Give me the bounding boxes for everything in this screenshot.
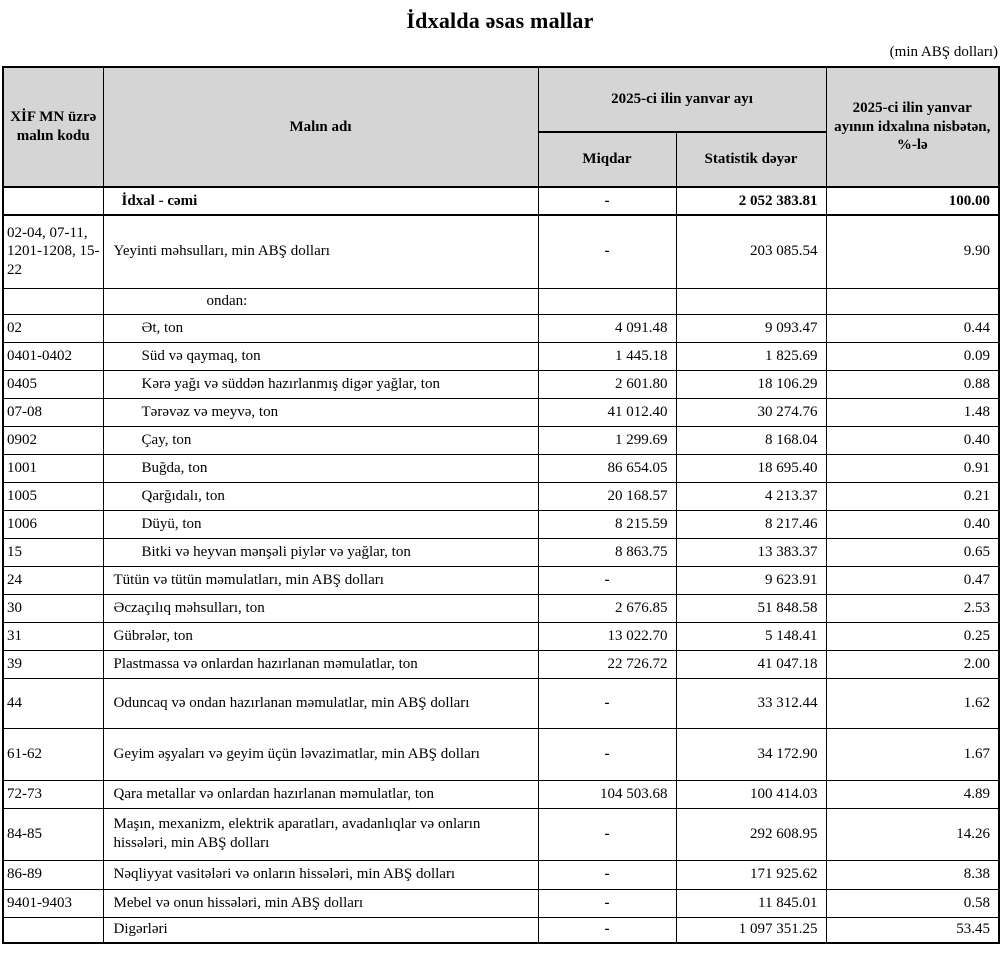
cell-name: Kərə yağı və süddən hazırlanmış digər yağlar, ton [103, 370, 538, 398]
table-row [3, 622, 999, 650]
table-header [3, 67, 999, 187]
table-row [3, 314, 999, 342]
cell-stat-value: 292 608.95 [676, 808, 826, 860]
cell-share: 0.58 [826, 889, 999, 917]
header-stat-value: Statistik dəyər [676, 132, 826, 187]
cell-stat-value: 18 106.29 [676, 370, 826, 398]
table-row [3, 917, 999, 943]
cell-quantity: 86 654.05 [538, 454, 676, 482]
cell-share: 1.48 [826, 398, 999, 426]
cell-share: 14.26 [826, 808, 999, 860]
cell-code [3, 288, 103, 314]
cell-code: 72-73 [3, 780, 103, 808]
cell-code: 31 [3, 622, 103, 650]
cell-quantity: 2 601.80 [538, 370, 676, 398]
cell-stat-value: 1 825.69 [676, 342, 826, 370]
cell-name: Geyim əşyaları və geyim üçün ləvazimatlar, min ABŞ dolları [103, 728, 538, 780]
cell-share [826, 288, 999, 314]
imports-table [2, 66, 1000, 944]
cell-quantity: 22 726.72 [538, 650, 676, 678]
cell-stat-value: 34 172.90 [676, 728, 826, 780]
cell-name: Bitki və heyvan mənşəli piylər və yağlar, ton [103, 538, 538, 566]
cell-code: 30 [3, 594, 103, 622]
cell-code [3, 187, 103, 215]
cell-stat-value: 51 848.58 [676, 594, 826, 622]
table-row [3, 594, 999, 622]
table-row [3, 370, 999, 398]
cell-share: 53.45 [826, 917, 999, 943]
cell-quantity: 4 091.48 [538, 314, 676, 342]
cell-name: Tərəvəz və meyvə, ton [103, 398, 538, 426]
cell-share: 0.09 [826, 342, 999, 370]
cell-code: 07-08 [3, 398, 103, 426]
cell-quantity: - [538, 889, 676, 917]
cell-name: Qara metallar və onlardan hazırlanan məmulatlar, ton [103, 780, 538, 808]
cell-stat-value: 2 052 383.81 [676, 187, 826, 215]
cell-share: 0.44 [826, 314, 999, 342]
cell-name: Əczaçılıq məhsulları, ton [103, 594, 538, 622]
cell-quantity: 1 299.69 [538, 426, 676, 454]
cell-code: 1001 [3, 454, 103, 482]
cell-quantity: 20 168.57 [538, 482, 676, 510]
table-row [3, 780, 999, 808]
cell-share: 0.47 [826, 566, 999, 594]
cell-share: 4.89 [826, 780, 999, 808]
cell-quantity: - [538, 917, 676, 943]
header-period-group: 2025-ci ilin yanvar ayı [538, 67, 826, 132]
cell-share: 0.91 [826, 454, 999, 482]
cell-stat-value: 41 047.18 [676, 650, 826, 678]
cell-name: Gübrələr, ton [103, 622, 538, 650]
cell-quantity: 13 022.70 [538, 622, 676, 650]
cell-name: Nəqliyyat vasitələri və onların hissələri, min ABŞ dolları [103, 860, 538, 889]
cell-code: 24 [3, 566, 103, 594]
cell-code: 61-62 [3, 728, 103, 780]
cell-stat-value: 9 093.47 [676, 314, 826, 342]
table-row [3, 678, 999, 728]
table-row [3, 728, 999, 780]
cell-name: Buğda, ton [103, 454, 538, 482]
cell-quantity: - [538, 860, 676, 889]
cell-code: 02 [3, 314, 103, 342]
cell-share: 0.40 [826, 510, 999, 538]
cell-quantity: 8 215.59 [538, 510, 676, 538]
cell-stat-value: 1 097 351.25 [676, 917, 826, 943]
cell-code: 0902 [3, 426, 103, 454]
cell-stat-value: 100 414.03 [676, 780, 826, 808]
cell-name: Yeyinti məhsulları, min ABŞ dolları [103, 215, 538, 288]
cell-code: 02-04, 07-11, 1201-1208, 15-22 [3, 215, 103, 288]
cell-stat-value: 11 845.01 [676, 889, 826, 917]
cell-stat-value: 8 168.04 [676, 426, 826, 454]
table-row [3, 482, 999, 510]
table-row [3, 398, 999, 426]
cell-stat-value: 203 085.54 [676, 215, 826, 288]
header-name: Malın adı [103, 67, 538, 187]
cell-name: Maşın, mexanizm, elektrik aparatları, avadanlıqlar və onların hissələri, min ABŞ dolları [103, 808, 538, 860]
table-row [3, 510, 999, 538]
cell-quantity: 41 012.40 [538, 398, 676, 426]
cell-share: 2.00 [826, 650, 999, 678]
cell-code: 0401-0402 [3, 342, 103, 370]
cell-code [3, 917, 103, 943]
table-body [3, 187, 999, 943]
table-row [3, 426, 999, 454]
cell-stat-value: 171 925.62 [676, 860, 826, 889]
cell-stat-value: 33 312.44 [676, 678, 826, 728]
cell-stat-value: 5 148.41 [676, 622, 826, 650]
cell-share: 1.67 [826, 728, 999, 780]
cell-share: 100.00 [826, 187, 999, 215]
header-quantity: Miqdar [538, 132, 676, 187]
cell-share: 1.62 [826, 678, 999, 728]
cell-quantity: - [538, 187, 676, 215]
cell-name: Digərləri [103, 917, 538, 943]
cell-stat-value: 8 217.46 [676, 510, 826, 538]
unit-note: (min ABŞ dolları) [889, 44, 998, 60]
header-code: XİF MN üzrə malın kodu [3, 67, 103, 187]
table-row [3, 566, 999, 594]
table-row [3, 650, 999, 678]
cell-share: 0.65 [826, 538, 999, 566]
cell-stat-value: 30 274.76 [676, 398, 826, 426]
cell-code: 44 [3, 678, 103, 728]
cell-stat-value: 4 213.37 [676, 482, 826, 510]
cell-name: Ət, ton [103, 314, 538, 342]
cell-share: 0.25 [826, 622, 999, 650]
cell-code: 15 [3, 538, 103, 566]
cell-name: Oduncaq və ondan hazırlanan məmulatlar, min ABŞ dolları [103, 678, 538, 728]
cell-share: 8.38 [826, 860, 999, 889]
table-row [3, 808, 999, 860]
cell-name: Tütün və tütün məmulatları, min ABŞ dolları [103, 566, 538, 594]
table-row [3, 342, 999, 370]
cell-share: 2.53 [826, 594, 999, 622]
cell-quantity [538, 288, 676, 314]
cell-code: 84-85 [3, 808, 103, 860]
cell-quantity: - [538, 678, 676, 728]
table-row [3, 215, 999, 288]
cell-code: 1005 [3, 482, 103, 510]
cell-name: Mebel və onun hissələri, min ABŞ dolları [103, 889, 538, 917]
cell-name: Plastmassa və onlardan hazırlanan məmulatlar, ton [103, 650, 538, 678]
cell-quantity: - [538, 728, 676, 780]
table-row [3, 454, 999, 482]
table-row [3, 860, 999, 889]
header-share: 2025-ci ilin yanvar ayının idxalına nisbətən, %-lə [826, 67, 999, 187]
cell-name: İdxal - cəmi [103, 187, 538, 215]
cell-stat-value: 18 695.40 [676, 454, 826, 482]
cell-share: 0.88 [826, 370, 999, 398]
cell-code: 0405 [3, 370, 103, 398]
table-row [3, 538, 999, 566]
cell-quantity: - [538, 215, 676, 288]
cell-code: 39 [3, 650, 103, 678]
cell-stat-value: 9 623.91 [676, 566, 826, 594]
cell-quantity: 104 503.68 [538, 780, 676, 808]
cell-name: Düyü, ton [103, 510, 538, 538]
cell-name: ondan: [103, 288, 538, 314]
cell-quantity: - [538, 566, 676, 594]
cell-name: Süd və qaymaq, ton [103, 342, 538, 370]
cell-quantity: 8 863.75 [538, 538, 676, 566]
cell-quantity: 2 676.85 [538, 594, 676, 622]
cell-code: 1006 [3, 510, 103, 538]
cell-quantity: 1 445.18 [538, 342, 676, 370]
table-row [3, 187, 999, 215]
cell-code: 86-89 [3, 860, 103, 889]
cell-share: 9.90 [826, 215, 999, 288]
cell-quantity: - [538, 808, 676, 860]
table-row [3, 889, 999, 917]
cell-name: Çay, ton [103, 426, 538, 454]
table-row [3, 288, 999, 314]
cell-stat-value: 13 383.37 [676, 538, 826, 566]
cell-stat-value [676, 288, 826, 314]
page-title: İdxalda əsas mallar [406, 8, 594, 33]
cell-name: Qarğıdalı, ton [103, 482, 538, 510]
cell-share: 0.40 [826, 426, 999, 454]
cell-code: 9401-9403 [3, 889, 103, 917]
cell-share: 0.21 [826, 482, 999, 510]
